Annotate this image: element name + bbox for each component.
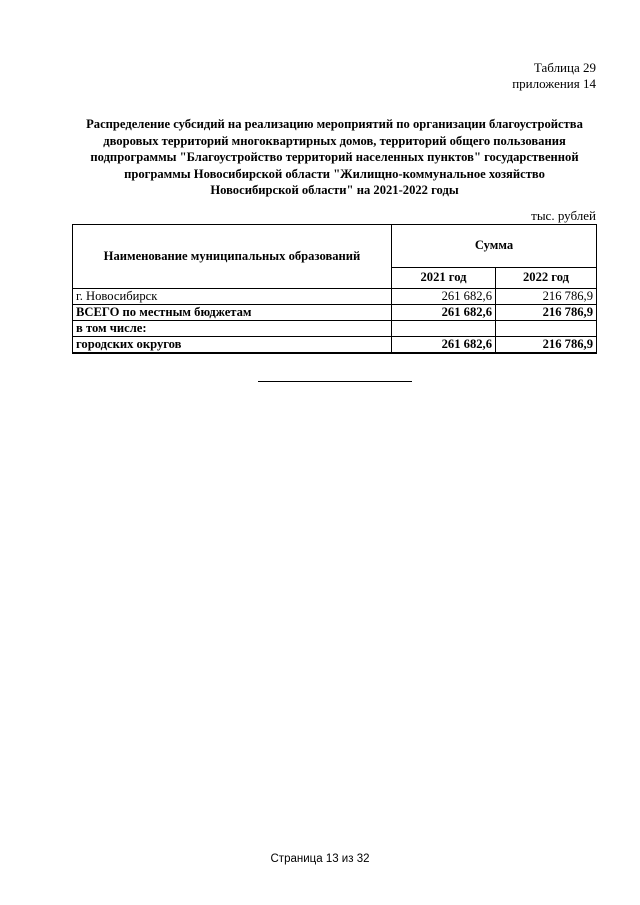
- table-row: [73, 321, 597, 337]
- row-value-2022: 216 786,9: [496, 305, 597, 321]
- table-number: Таблица 29: [533, 60, 596, 75]
- table-reference: [512, 60, 596, 92]
- title-line-3: подпрограммы "Благоустройство территорий населенных пунктов" государственной: [90, 150, 579, 164]
- units-label: тыс. рублей: [531, 208, 596, 223]
- row-name: городских округов: [73, 337, 392, 354]
- title-line-5: Новосибирской области" на 2021-2022 годы: [210, 183, 459, 197]
- header-municipality: Наименование муниципальных образований: [73, 225, 392, 289]
- end-separator-line: [258, 381, 412, 382]
- row-name: ВСЕГО по местным бюджетам: [73, 305, 392, 321]
- row-value-2021: 261 682,6: [392, 289, 496, 305]
- header-row: [73, 225, 597, 268]
- header-year-2022: 2022 год: [496, 267, 597, 288]
- title-line-4: программы Новосибирской области "Жилищно-коммунальное хозяйство: [124, 166, 545, 181]
- title-line-1: Распределение субсидий на реализацию мероприятий по организации благоустройства: [86, 117, 583, 131]
- title-line-2: дворовых территорий многоквартирных домов, территорий общего пользования: [103, 133, 566, 148]
- subsidy-table: [72, 224, 597, 354]
- row-value-2021: 261 682,6: [392, 305, 496, 321]
- header-sum: Сумма: [392, 225, 597, 268]
- row-value-2021: [392, 321, 496, 337]
- row-name: в том числе:: [73, 321, 392, 337]
- table-row: [73, 305, 597, 321]
- table-row: [73, 289, 597, 305]
- row-value-2022: [496, 321, 597, 337]
- header-year-2021: 2021 год: [392, 267, 496, 288]
- row-name: г. Новосибирск: [73, 289, 392, 305]
- page-number: Страница 13 из 32: [270, 853, 370, 865]
- row-value-2021: 261 682,6: [392, 337, 496, 354]
- document-title: [72, 116, 597, 199]
- appendix-number: приложения 14: [512, 76, 596, 91]
- row-value-2022: 216 786,9: [496, 337, 597, 354]
- row-value-2022: 216 786,9: [496, 289, 597, 305]
- table-row: [73, 337, 597, 354]
